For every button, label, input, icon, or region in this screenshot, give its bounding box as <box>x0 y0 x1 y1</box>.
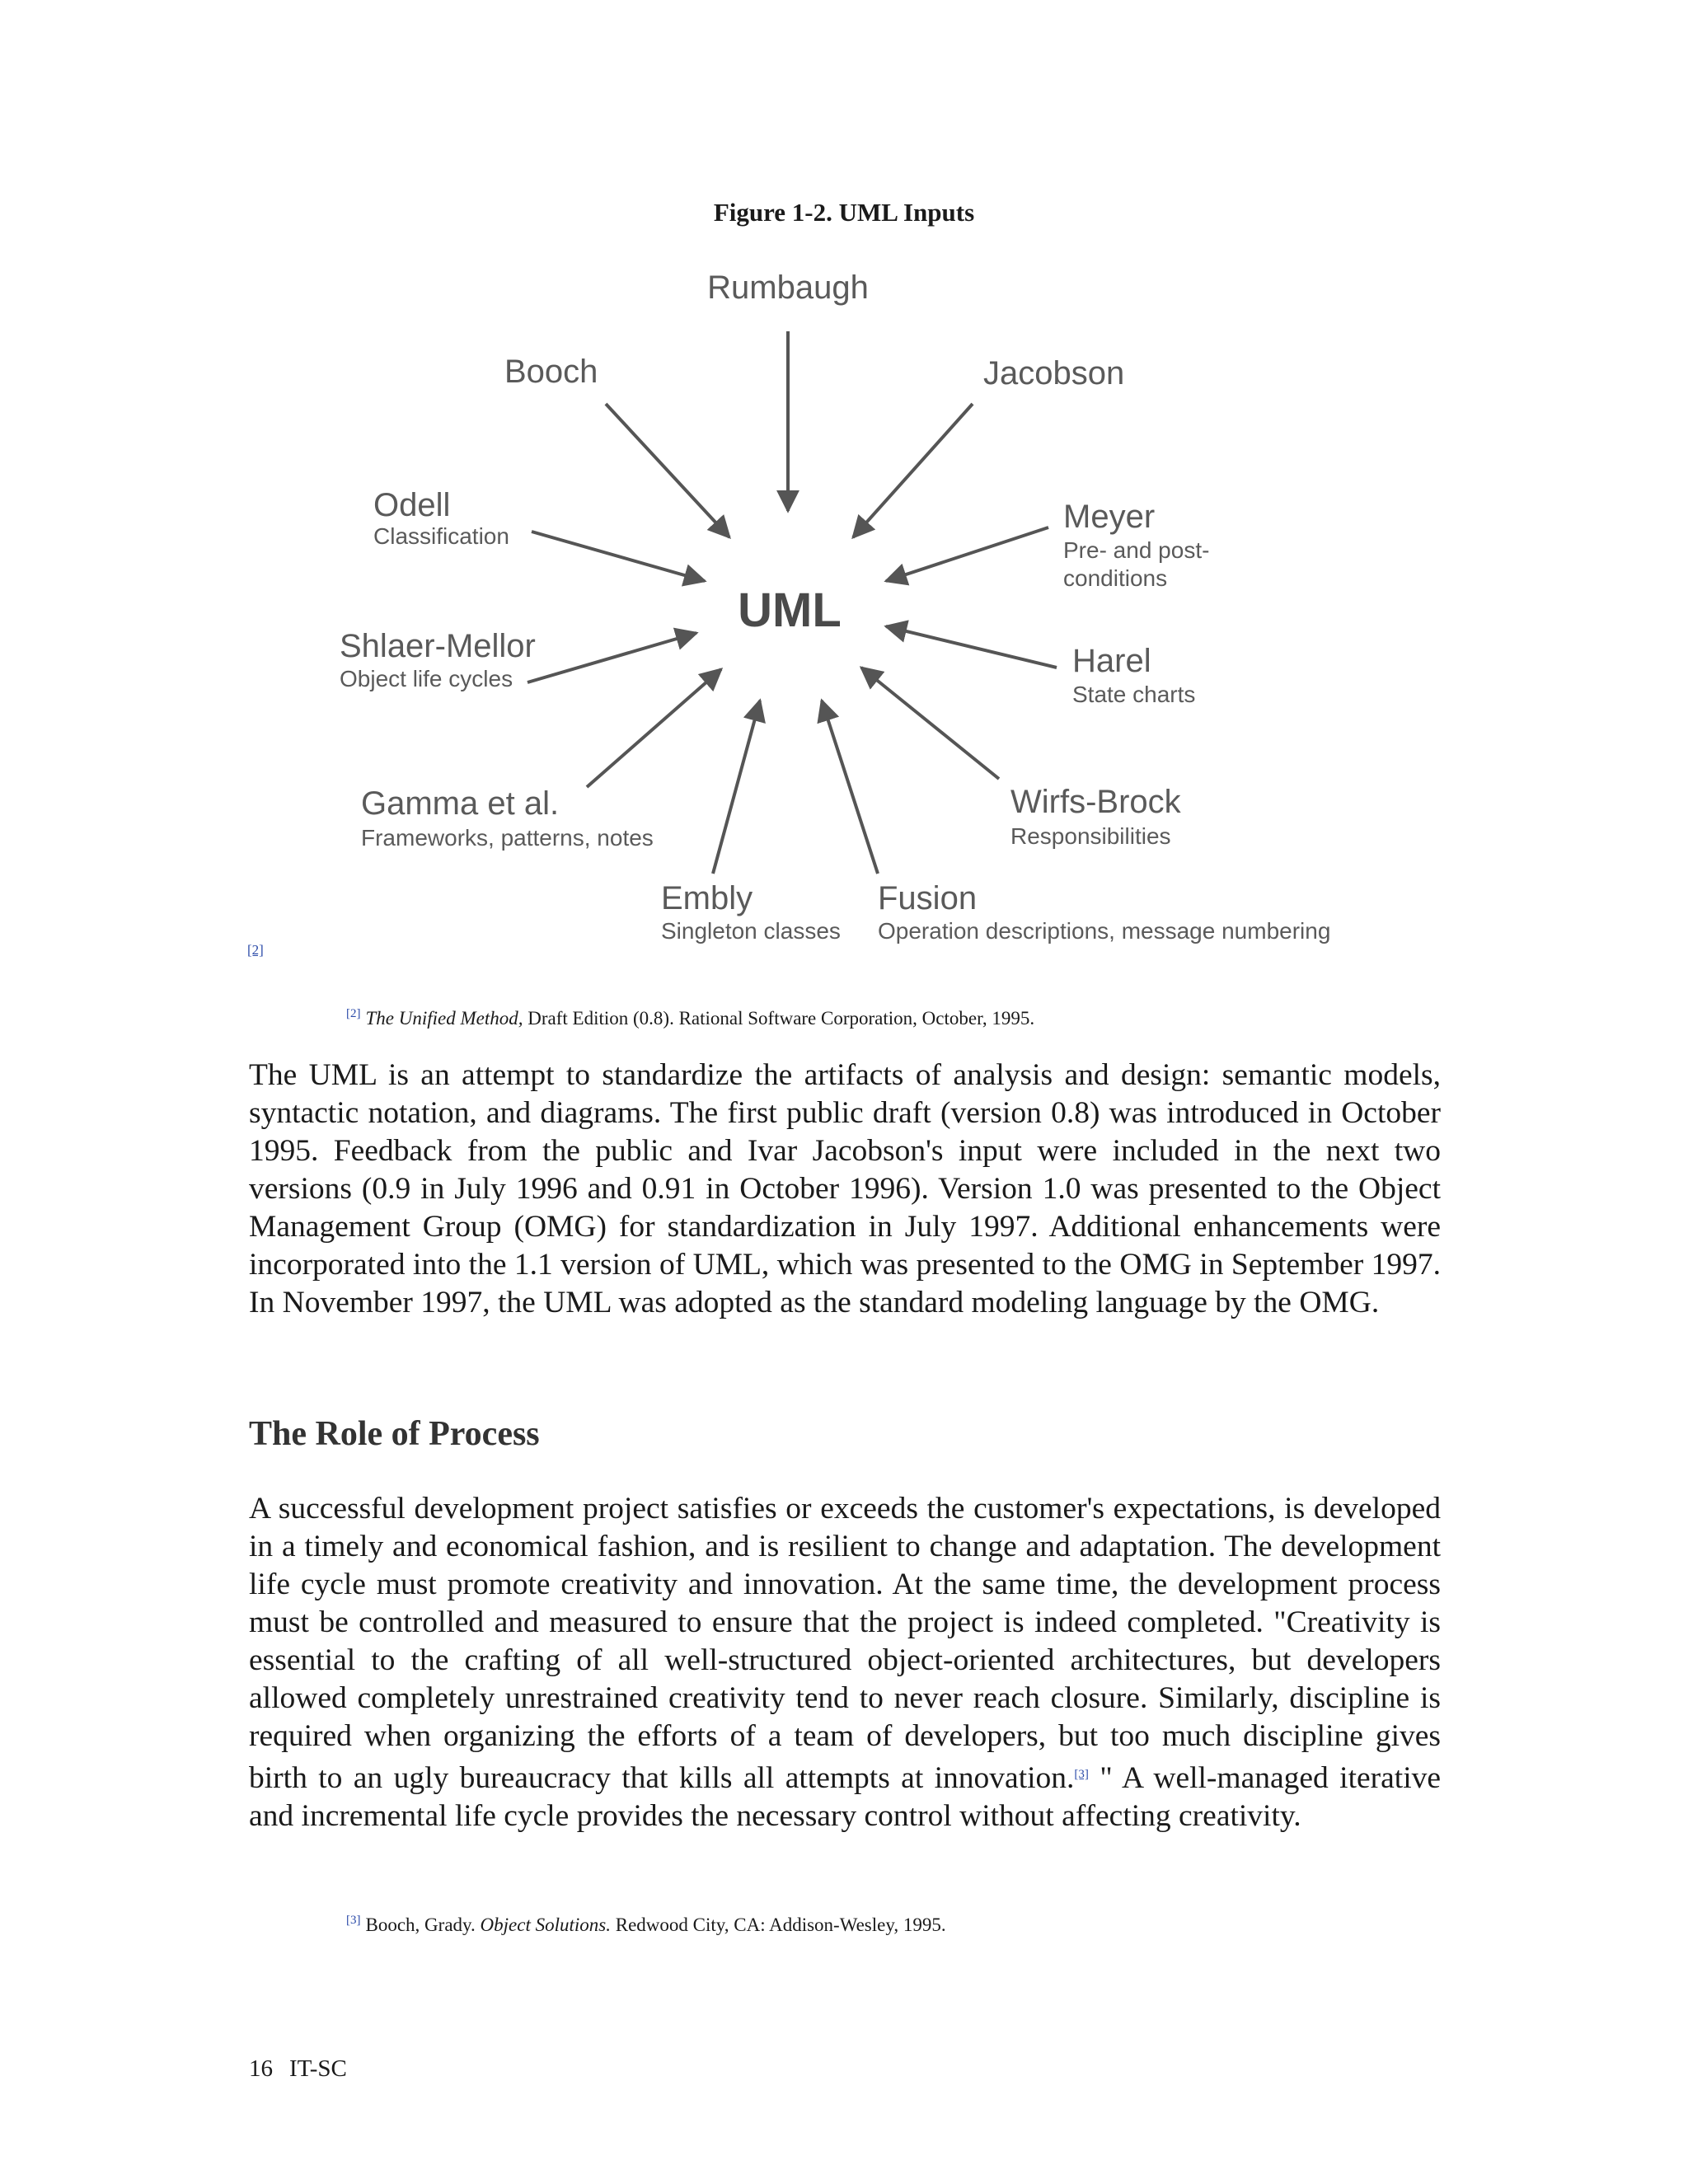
input-gamma-name: Gamma et al. <box>361 785 560 822</box>
paragraph-2-text: A successful development project satisfies or exceeds the customer's expectations, is developed in a timely and economical fashion, and is resilient to change and adaptation. The development life cycle must promote creativity and innovation. At the same time, the development process must be controlled and measured to ensure that the project is indeed completed. "Creativity is essential to the crafting of all well-structured object-oriented architectures, but developers allowed completely unrestrained creativity tend to never reach closure. Similarly, discipline is required when organizing the efforts of a team of developers, but too much discipline gives birth to an ugly bureaucracy that kills all attempts at innovation. <box>249 1492 1441 1795</box>
paragraph-uml-history: The UML is an attempt to standardize the artifacts of analysis and design: semantic models, syntactic notation, and diagrams. The first public draft (version 0.8) was introduced in October 1995. Feedback from the public and Ivar Jacobson's input were included in the next two versions (0.9 in July 1996 and 0.91 in October 1996). Version 1.0 was presented to the Object Management Group (OMG) for standardization in July 1997. Additional enhancements were incorporated into the 1.1 version of UML, which was presented to the OMG in September 1997. In November 1997, the UML was adopted as the standard modeling language by the OMG. <box>249 1058 1441 1319</box>
footnote-2-text: Draft Edition (0.8). Rational Software Corporation, October, 1995. <box>523 1008 1035 1029</box>
uml-inputs-diagram <box>0 0 1688 989</box>
footnote-2-title: The Unified Method, <box>365 1008 523 1029</box>
input-meyer-name: Meyer <box>1063 499 1156 535</box>
arrow-odell <box>532 532 705 581</box>
input-harel-name: Harel <box>1072 643 1151 679</box>
arrow-jacobson <box>853 404 973 537</box>
input-booch-name: Booch <box>504 354 598 390</box>
input-gamma-detail: Frameworks, patterns, notes <box>361 825 654 851</box>
input-meyer-detail-2: conditions <box>1063 565 1168 591</box>
input-rumbaugh-name: Rumbaugh <box>707 269 869 306</box>
footnote-3 <box>346 1914 946 1936</box>
footnote-3-author: Booch, Grady. <box>365 1915 481 1935</box>
arrow-fusion <box>822 701 878 874</box>
footnote-3-text: Redwood City, CA: Addison-Wesley, 1995. <box>610 1915 946 1935</box>
input-shlaer-mellor-name: Shlaer-Mellor <box>340 628 536 664</box>
footnote-3-marker: [3] <box>346 1914 361 1927</box>
figure-footnote-link[interactable]: [2] <box>247 942 264 958</box>
input-harel-detail: State charts <box>1072 682 1196 707</box>
input-shlaer-mellor-detail: Object life cycles <box>340 666 513 691</box>
arrow-shlaer-mellor <box>528 633 696 682</box>
arrow-harel <box>886 626 1057 668</box>
arrow-booch <box>606 404 729 537</box>
arrow-gamma <box>587 669 721 787</box>
input-fusion-detail: Operation descriptions, message numbering <box>878 918 1331 944</box>
footnote-3-link[interactable]: [3] <box>1074 1768 1089 1781</box>
paragraph-2-text-end: " A well-managed iterative and incremental life cycle provides the necessary control without affecting creativity. <box>249 1761 1442 1833</box>
input-odell-detail: Classification <box>373 523 509 549</box>
section-heading: The Role of Process <box>249 1415 540 1453</box>
input-wirfs-brock-name: Wirfs-Brock <box>1010 784 1181 820</box>
uml-center-label: UML <box>738 583 842 637</box>
footnote-2 <box>346 1007 1034 1029</box>
figure-caption: Figure 1-2. UML Inputs <box>713 198 975 227</box>
input-fusion-name: Fusion <box>878 880 978 916</box>
input-meyer-detail-1: Pre- and post- <box>1063 537 1210 563</box>
input-embly-name: Embly <box>661 880 753 916</box>
page-footer <box>249 2055 363 2083</box>
input-odell-name: Odell <box>373 487 451 523</box>
page-number: 16 <box>249 2055 273 2082</box>
paragraph-role-of-process <box>249 1490 1441 1835</box>
arrow-wirfs-brock <box>861 668 999 779</box>
input-embly-detail: Singleton classes <box>661 918 841 944</box>
arrow-meyer <box>886 527 1048 581</box>
footer-label: IT-SC <box>289 2055 347 2082</box>
input-wirfs-brock-detail: Responsibilities <box>1010 823 1171 849</box>
input-jacobson-name: Jacobson <box>983 355 1125 391</box>
arrow-embly <box>713 701 760 874</box>
footnote-3-title: Object Solutions. <box>480 1915 611 1935</box>
footnote-2-marker: [2] <box>346 1007 361 1020</box>
